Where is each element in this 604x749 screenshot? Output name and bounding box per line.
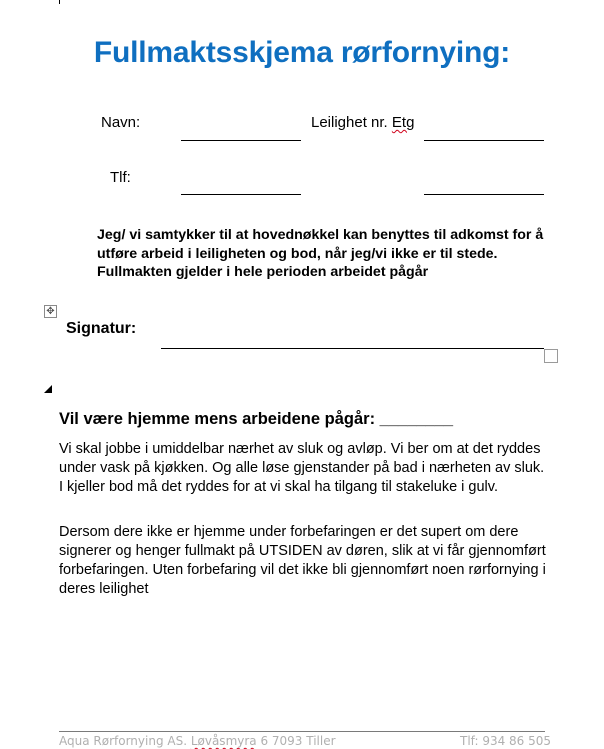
document-title: Fullmaktsskjema rørfornying:: [93, 36, 511, 69]
footer-street: Løvåsmyra: [190, 734, 257, 748]
inspection-paragraph: Dersom dere ikke er hjemme under forbefaringen er det supert om dere signerer og henger fullmakt på UTSIDEN av døren, slik at vi får gjennomført forbefaringen. Uten forbefaring vil det ikke bli gjennomført noen rørfornying i deres leilighet: [59, 524, 546, 597]
apartment-field-line[interactable]: [424, 140, 544, 141]
apartment-label-text: Leilighet nr.: [311, 114, 392, 131]
floor-field-line[interactable]: [424, 194, 544, 195]
instructions-paragraph: Vi skal jobbe i umiddelbar nærhet av sluk og avløp. Vi ber om at det ryddes under vask på kjøkken. Og alle løse gjenstander på bad i nærheten av sluk. I kjeller bod må det ryddes for at vi skal ha tilgang til stakeluke i gulv.: [59, 441, 545, 495]
name-label: Navn:: [101, 114, 141, 131]
footer-divider: [59, 731, 545, 732]
signature-label: Signatur:: [66, 320, 137, 337]
anchor-triangle-icon: [44, 385, 52, 393]
phone-label: Tlf:: [110, 169, 131, 186]
footer-company: Aqua Rørfornying AS.: [59, 734, 191, 748]
floor-label-text: Etg: [391, 114, 415, 131]
apartment-label: [311, 114, 414, 131]
footer-phone: Tlf: 934 86 505: [460, 734, 552, 748]
table-move-handle-icon[interactable]: ✥: [44, 305, 57, 318]
footer-address-rest: 6 7093 Tiller: [256, 734, 336, 748]
signature-field-line[interactable]: [161, 348, 544, 349]
table-resize-handle-icon[interactable]: [544, 349, 558, 363]
consent-text: Jeg/ vi samtykker til at hovednøkkel kan benyttes til adkomst for å utføre arbeid i leiligheten og bod, når jeg/vi ikke er til stede. Fullmakten gjelder i hele perioden arbeidet pågår: [97, 227, 544, 280]
phone-field-line[interactable]: [181, 194, 301, 195]
text-cursor-mark: [59, 0, 60, 4]
home-during-work-heading: Vil være hjemme mens arbeidene pågår: ________: [59, 410, 454, 428]
name-field-line[interactable]: [181, 140, 301, 141]
footer-company-address: [59, 734, 336, 748]
